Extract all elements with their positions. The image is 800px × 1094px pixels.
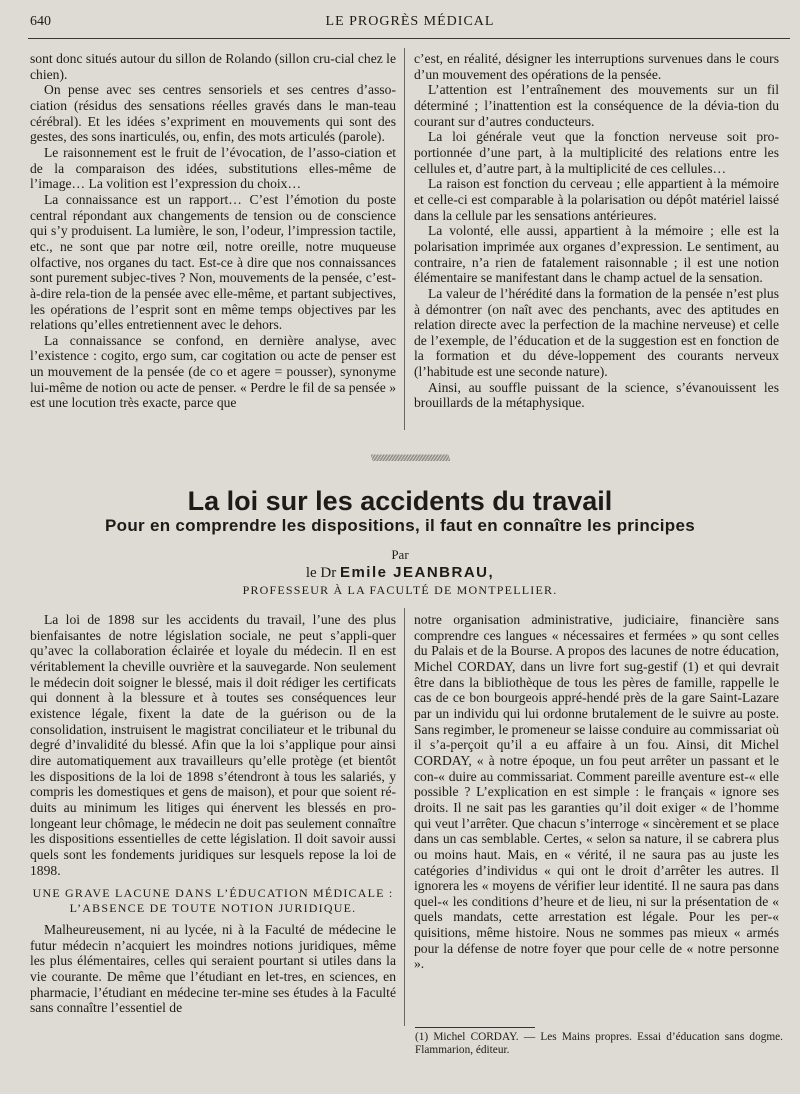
- author-name: Emile JEANBRAU,: [339, 564, 495, 581]
- top-left-column: [30, 51, 396, 411]
- byline-par: Par: [391, 547, 409, 562]
- paragraph: La valeur de l’hérédité dans la formation de la pensée n’est plus à démontrer (on naît avec des penchants, avec des aptitudes en relation directe avec la perfection de la machine nerveuse) et celle de l’exemple, de l’éducation et de la suggestion est en fonction de la formation et du déve-loppement des courants nerveux (l’habitude est une seconde nature).: [414, 285, 779, 380]
- author-prefix: le Dr: [305, 565, 337, 581]
- author-affiliation: PROFESSEUR À LA FACULTÉ DE MONTPELLIER.: [242, 583, 558, 597]
- paragraph: La volonté, elle aussi, appartient à la mémoire ; elle est la polarisation imprimée aux organes d’expression. Le sentiment, au contraire, n’a rien de fatalement raisonnable ; il est une notion élémentaire se manifestant dans le champ actuel de la sensation.: [414, 223, 779, 286]
- paragraph: Malheureusement, ni au lycée, ni à la Faculté de médecine le futur médecin n’acquiert les moindres notions juridiques, même les plus élémentaires, celles qui seraient pourtant si utiles dans la vie courante. De même que l’étudiant en let-tres, en sciences, en pharmacie, l’étudiant en médecine ter-mine ses études à la Faculté sans connaître l’essentiel de: [30, 922, 396, 1016]
- top-right-column: [414, 51, 779, 411]
- article-title: La loi sur les accidents du travail: [187, 486, 613, 516]
- paragraph: Le raisonnement est le fruit de l’évocation, de l’asso-ciation et de la comparaison des idées, substitutions elles-même de l’image… La volition est l’expression du choix…: [30, 144, 396, 192]
- running-title: LE PROGRÈS MÉDICAL: [325, 14, 495, 29]
- column-divider-bottom: [404, 608, 405, 1026]
- paragraph: notre organisation administrative, judiciaire, financière sans comprendre ces langues « nécessaires et fermées » qu sont celles du Palais et de la Bourse. A propos des lacunes de notre éducation, Michel CORDAY, dans un livre fort sug-gestif (1) et qui devrait être dans la bibliothèque de tous les pères de famille, rappelle le cas de ce bon bourgeois appré-hendé près de la gare Saint-Lazare par un individu qui lui ordonne brutalement de le suivre au poste. Sans regimber, le promeneur se laisse conduire au commissariat où il s’a-perçoit qu’il a eu affaire à un fou. Ainsi, dit Michel CORDAY, « à notre époque, un fou peut arrêter un passant et le con-« duire au commissariat. Comment pareille aventure est-« elle possible ? L’explication en est simple : le français « ignore ses droits. Il ne sait pas les garanties qu’il doit exiger « de l’homme qui veut l’arrêter. Que chacun s’interroge « sincèrement et se place dans un cas semblable. Certes, « selon sa nature, il se cabrera plus ou moins haut. Mais, en « vérité, il ne saura pas au juste les catégories d’individus « qui ont le droit d’arrêter les autres. Il ignorera les « moyens de vérifier leur identité. Il ne saura pas dans quel-« les conditions d’heure et de lieu, ni sur la présentation de « quels mandats, cette arrestation est légale. Pour les per-« quisitions, même histoire. Nous ne sommes pas mieux « armés pour la défense de notre foyer que pour celle de « notre personne ».: [414, 612, 779, 972]
- bottom-right-column: [414, 612, 779, 972]
- paragraph: On pense avec ses centres sensoriels et ses centres d’asso-ciation (résidus des sensations réelles gravés dans le man-teau cérébral). Et les idées s’expriment en mouvements qui sont des gestes, des sons inarticulés, ou, enfin, des mots articulés (parole).: [30, 82, 396, 145]
- paragraph: La connaissance est un rapport… C’est l’émotion du poste central répondant aux changements de tension ou de conscience qui s’y produisent. La lumière, le son, l’odeur, l’impression tactile, etc., ne sont que par notre œil, notre oreille, notre muqueuse olfactive, nos organes du tact. Est-ce à dire que nos connaissances sont purement subjec-tives ? Non, mouvements de la pensée, c’est-à-dire rela-tion de la pensée avec elle-même, et partant subjectives, les opérations de l’esprit sont en même temps objectives par les relations qu’elles entretiennent avec le dehors.: [30, 191, 396, 333]
- page-number: 640: [30, 14, 51, 29]
- section-heading-line-1: UNE GRAVE LACUNE DANS L’ÉDUCATION MÉDICALE :: [32, 886, 394, 901]
- paragraph: Ainsi, au souffle puissant de la science, s’évanouissent les brouillards de la métaphysique.: [414, 379, 779, 411]
- column-divider-top: [404, 48, 405, 430]
- paragraph: La loi générale veut que la fonction nerveuse soit pro-portionnée d’une part, à la multiplicité des relations entre les cellules et, d’autre part, à la multiplicité de ces cellules…: [414, 129, 779, 176]
- paragraph: L’attention est l’entraînement des mouvements sur un fil déterminé ; l’inattention est la conséquence de la dévia-tion du courant sur d’autres conducteurs.: [414, 82, 779, 129]
- page-header: [30, 14, 790, 34]
- paragraph: La loi de 1898 sur les accidents du travail, l’une des plus bienfaisantes de notre législation sociale, ne peut s’appli-quer qu’avec la collaboration éclairée et loyale du médecin. Il en est véritablement la cheville ouvrière et la sauvegarde. Non seulement le médecin doit soigner le blessé, mais il doit rédiger les certificats qui donnent à la blessure et à toutes ses conséquences leur existence légale, fixent la date de la guérison ou de la consolidation, instruisent le magistrat conciliateur et le tribunal du degré d’invalidité du blessé. Afin que la loi s’applique pour ainsi dire automatiquement aux travailleurs qu’elle protège (et bientôt les dispositions de la loi de 1898 s’étendront à tous les salariés, y compris les domestiques et gens de maison), et pour que soient ré-duits au minimum les litiges qui énervent les blessés en pro-longeant leur chômage, le médecin ne doit pas seulement connaître les dispositions essentielles de cette législation. Il doit savoir aussi quels sont les fondements juridiques sur lesquels repose la loi de 1898.: [30, 612, 396, 878]
- paragraph: La raison est fonction du cerveau ; elle appartient à la mémoire et celle-ci est comparable à la polarisation ou dépôt matériel laissé dans la cellule par les sensations antérieures.: [414, 176, 779, 223]
- author-line: [0, 564, 800, 582]
- ornamental-separator: \\\\\\\\\\\\\\\\\\\\\\\\\\\\\\\\\\\\\\\\\\\\\\\\\\\\: [370, 453, 450, 463]
- section-heading-line-2: L’ABSENCE DE TOUTE NOTION JURIDIQUE.: [69, 901, 357, 916]
- header-rule: [28, 38, 790, 39]
- section-heading: [30, 886, 396, 916]
- paragraph: c’est, en réalité, désigner les interruptions survenues dans le cours d’un mouvement des opérations de la pensée.: [414, 51, 779, 82]
- bottom-left-column: [30, 612, 396, 1016]
- footnote-rule: [415, 1027, 535, 1028]
- paragraph: La connaissance se confond, en dernière analyse, avec l’existence : cogito, ergo sum, car cogitation ou acte de penser est un mouvement de la pensée (de co et agere = pousser), synonyme lui-même de notion ou acte de penser. « Perdre le fil de sa pensée » est une locution très exacte, parce que: [30, 332, 396, 411]
- paragraph: sont donc situés autour du sillon de Rolando (sillon cru-cial chez le chien).: [30, 51, 396, 82]
- article-subtitle: Pour en comprendre les dispositions, il faut en connaître les principes: [105, 516, 695, 535]
- footnote: (1) Michel CORDAY. — Les Mains propres. Essai d’éducation sans dogme. Flammarion, éditeur.: [415, 1031, 783, 1056]
